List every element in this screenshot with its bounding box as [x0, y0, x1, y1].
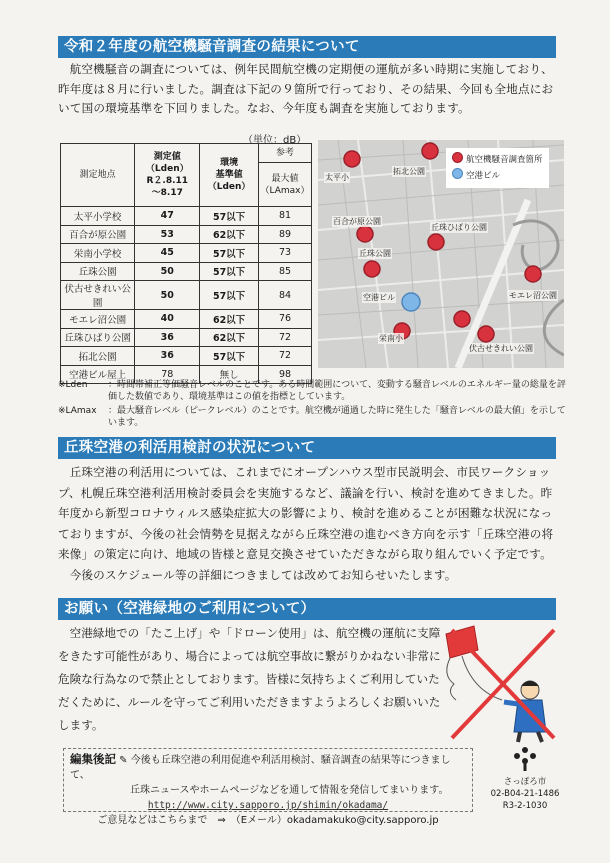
cell-max: 84 [259, 281, 312, 310]
cell-standard: 57以下 [200, 262, 259, 281]
cell-location: 拓北公園 [61, 347, 135, 366]
contact-email[interactable]: ご意見などはこちらまで ⇒ （Eメール）okadamakuko@city.sapporo.jp [97, 815, 439, 826]
section-title-request: お願い（空港緑地のご利用について） [58, 598, 556, 620]
table-row [61, 225, 312, 244]
cell-max: 85 [259, 262, 312, 281]
section-title-utilization: 丘珠空港の利活用検討の状況について [58, 437, 556, 459]
cell-max: 76 [259, 310, 312, 329]
cell-value: 45 [135, 244, 200, 263]
cell-standard: 無し [200, 365, 259, 384]
cell-value: 40 [135, 310, 200, 329]
cell-location: 栄南小学校 [61, 244, 135, 263]
table-row [61, 281, 312, 310]
cell-max: 72 [259, 328, 312, 347]
table-row [61, 207, 312, 226]
cell-location: 丘珠ひばり公園 [61, 328, 135, 347]
cell-value: 50 [135, 262, 200, 281]
cell-standard: 62以下 [200, 328, 259, 347]
table-row [61, 262, 312, 281]
cell-value: 53 [135, 225, 200, 244]
map-label-takuhoku: 拓北公園 [393, 167, 425, 176]
cell-value: 50 [135, 281, 200, 310]
utilization-paragraph: 丘珠空港の利活用については、これまでにオープンハウス型市民説明会、市民ワークショップ、札幌丘珠空港利活用検討委員会を実施するなど、議論を行い、検討を進めてきました。昨年度から新型コロナウィルス感染症拡大の影響により、検討を進めることが困難な状況になっておりますが、今後の社会情勢を見据えながら丘珠空港の進むべき方向を示す「丘珠空港の将来像」の策定に向け、地域の皆様と意見交換させていただきながら取り組んでいく予定です。 今後のスケジュール等の詳細につきましては改めてお知らせいたします。 [58, 465, 554, 582]
map-label-okadama: 丘珠公園 [359, 249, 391, 258]
table-row [61, 310, 312, 329]
map-legend [446, 148, 549, 188]
cell-location: 丘珠公園 [61, 262, 135, 281]
survey-point-icon [452, 152, 463, 163]
city-code-2: R3-2-1030 [502, 801, 548, 811]
cell-location: 太平小学校 [61, 207, 135, 226]
map-label-fushiko: 伏古せきれい公園 [469, 344, 533, 353]
map-label-hibari: 丘珠ひばり公園 [431, 223, 487, 232]
map-label-moerenuma: モエレ沼公園 [509, 291, 557, 300]
cell-standard: 62以下 [200, 310, 259, 329]
no-kite-illustration [432, 620, 562, 746]
cell-standard: 57以下 [200, 244, 259, 263]
cell-max: 98 [259, 365, 312, 384]
city-name: さっぽろ市 [503, 777, 547, 787]
noise-results-table [60, 143, 312, 384]
cell-location: モエレ沼公園 [61, 310, 135, 329]
cell-value: 36 [135, 328, 200, 347]
header-max: 最大値 （LAmax） [259, 163, 312, 207]
cell-standard: 57以下 [200, 207, 259, 226]
cell-location: 伏古せきれい公園 [61, 281, 135, 310]
legend-survey-label: 航空機騒音調査箇所 [466, 155, 543, 165]
pencil-icon: ✎ [116, 755, 128, 766]
cell-value: 78 [135, 365, 200, 384]
sapporo-logo-icon [510, 744, 540, 772]
map-label-yurigahara: 百合が原公園 [333, 217, 381, 226]
table-row [61, 347, 312, 366]
city-block [490, 744, 560, 812]
cell-standard: 57以下 [200, 281, 259, 310]
cell-location: 空港ビル屋上 [61, 365, 135, 384]
map-label-airport: 空港ビル [363, 293, 395, 302]
table-row [61, 328, 312, 347]
note-lden: ※Lden ：時間帯補正等価騒音レベルのことです。ある時間範囲について、変動する騒音レベルのエネルギー量の総量を評価した数値であり、環境基準はこの値を指標としています。 [58, 380, 566, 402]
cell-max: 73 [259, 244, 312, 263]
legend-airport-label: 空港ビル [466, 171, 501, 181]
request-paragraph: 空港緑地での「たこ上げ」や「ドローン使用」は、航空機の運航に支障をきたす可能性があり、場合によっては航空事故に繋がりかねない非常に危険な行為なので禁止としております。皆様に気持ちよくご利用していただくために、ルールを守ってご利用いただきますようよろしくお願いいたします。 [58, 626, 441, 732]
header-standard: 環境 基準値 （Lden） [200, 144, 259, 207]
header-location: 測定地点 [61, 144, 135, 207]
map-label-taihei: 太平小 [325, 173, 349, 182]
cell-standard: 62以下 [200, 225, 259, 244]
cell-max: 89 [259, 225, 312, 244]
section-title-noise-survey: 令和２年度の航空機騒音調査の結果について [58, 36, 556, 58]
cell-standard: 57以下 [200, 347, 259, 366]
note-lamax: ※LAmax ：最大騒音レベル（ピークレベル）のことです。航空機が通過した時に発生した「騒音レベルの最大値」を示しています。 [58, 406, 566, 428]
editors-note-heading: 編集後記 [70, 752, 116, 766]
cell-value: 36 [135, 347, 200, 366]
table-row [61, 244, 312, 263]
city-code-1: 02-B04-21-1486 [490, 789, 560, 799]
cell-value: 47 [135, 207, 200, 226]
cell-location: 百合が原公園 [61, 225, 135, 244]
editors-note: 編集後記 ✎ 今後も丘珠空港の利用促進や利活用検討、騒音調査の結果等につきまして、 丘珠ニュースやホームページなどを通して情報を発信してまいります。 http://www.city.sapporo.jp/shimin/okadama/ ご意見などはこちらまで ⇒ （Eメール）okadamakuko@city.sapporo.jp [63, 748, 473, 812]
website-link[interactable]: http://www.city.sapporo.jp/shimin/okadama/ [147, 800, 389, 811]
table-notes [58, 379, 568, 431]
noise-survey-paragraph: 航空機騒音の調査については、例年民間航空機の定期便の運航が多い時期に実施しており、昨年度は８月に行いました。調査は下記の９箇所で行っており、その結果、今回も全地点において国の環境基準を下回りました。なお、今年度も調査を実施しております。 [58, 62, 554, 115]
header-measured: 測定値 （Lden） R２.8.11 ～8.17 [135, 144, 200, 207]
map-label-eiminami: 栄南小 [379, 334, 403, 343]
header-reference: 参考 [259, 144, 312, 163]
airport-point-icon [452, 168, 463, 179]
cell-max: 81 [259, 207, 312, 226]
table-unit: （単位：dB） [243, 135, 307, 146]
cell-max: 72 [259, 347, 312, 366]
